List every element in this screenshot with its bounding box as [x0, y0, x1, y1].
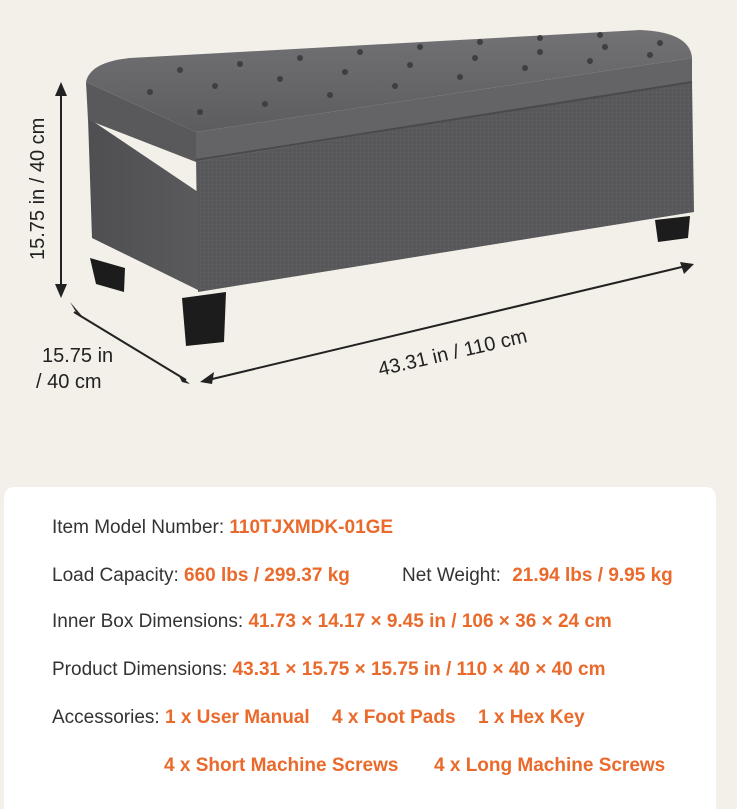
product-value: 43.31 × 15.75 × 15.75 in / 110 × 40 × 40 cm: [232, 659, 606, 680]
spec-row-accessories-3: [478, 707, 585, 729]
foot-front-center: [182, 292, 226, 346]
spec-row-model: [52, 517, 393, 539]
accessory-item: 4 x Foot Pads: [332, 707, 456, 728]
foot-front-left: [90, 258, 125, 292]
model-label: Item Model Number:: [52, 517, 225, 538]
inner-label: Inner Box Dimensions:: [52, 611, 244, 632]
inner-value: 41.73 × 14.17 × 9.45 in / 106 × 36 × 24 cm: [248, 611, 612, 632]
height-label: 15.75 in / 40 cm: [27, 117, 49, 260]
spec-row-load: [52, 565, 350, 587]
ottoman-illustration: [86, 30, 694, 346]
spec-row-product: [52, 659, 606, 681]
height-dimension-line: [55, 82, 67, 298]
spec-row-weight: [402, 565, 673, 587]
product-label: Product Dimensions:: [52, 659, 228, 680]
weight-label: Net Weight:: [402, 565, 501, 586]
spec-row-accessories-2: [332, 707, 456, 729]
width-dimension-line: [200, 262, 694, 384]
spec-row-accessories-5: [434, 755, 665, 777]
accessory-item: 1 x Hex Key: [478, 707, 585, 728]
weight-value: 21.94 lbs / 9.95 kg: [512, 565, 673, 586]
spec-row-inner: [52, 611, 612, 633]
depth-label-line2: / 40 cm: [36, 371, 102, 393]
load-label: Load Capacity:: [52, 565, 179, 586]
load-value: 660 lbs / 299.37 kg: [184, 565, 350, 586]
accessory-item: 4 x Long Machine Screws: [434, 755, 666, 776]
width-label: 43.31 in / 110 cm: [376, 325, 530, 381]
accessories-label: Accessories:: [52, 707, 160, 728]
accessory-item: 1 x User Manual: [164, 707, 310, 728]
model-value: 110TJXMDK-01GE: [229, 517, 394, 538]
specifications-card: [4, 487, 716, 809]
foot-back-right: [655, 216, 690, 242]
accessory-item: 4 x Short Machine Screws: [164, 755, 399, 776]
depth-label-line1: 15.75 in: [42, 345, 114, 367]
spec-row-accessories-4: [164, 755, 398, 777]
spec-row-accessories: [52, 707, 310, 729]
